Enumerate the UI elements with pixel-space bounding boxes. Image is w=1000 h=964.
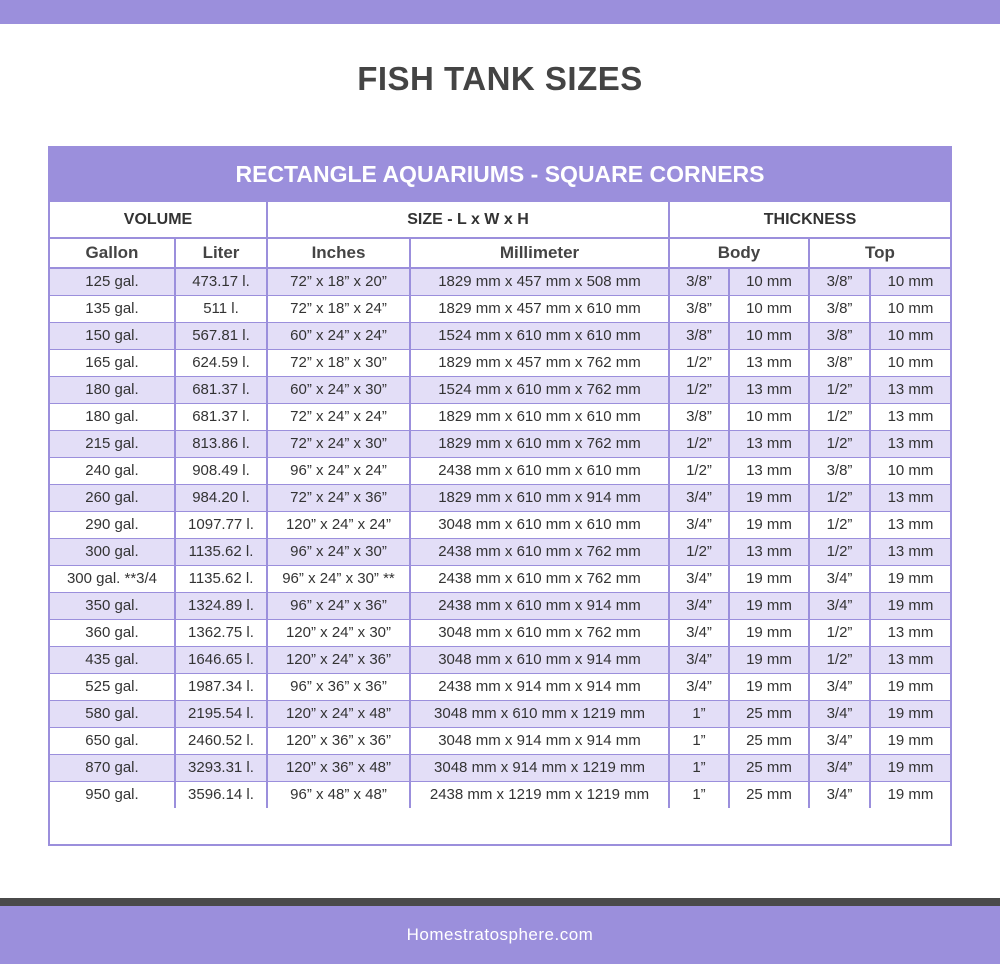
column-header-millimeter: Millimeter [410, 238, 669, 268]
table-row [50, 322, 950, 349]
liter-cell: 1362.75 l. [175, 619, 267, 646]
millimeter-cell: 3048 mm x 914 mm x 1219 mm [410, 754, 669, 781]
table-body [50, 268, 950, 808]
table-row [50, 376, 950, 403]
top-fraction-cell: 3/8” [809, 295, 870, 322]
table-row [50, 430, 950, 457]
millimeter-cell: 2438 mm x 914 mm x 914 mm [410, 673, 669, 700]
body-mm-cell: 13 mm [729, 457, 809, 484]
top-fraction-cell: 1/2” [809, 430, 870, 457]
group-header-volume: VOLUME [50, 201, 267, 238]
body-fraction-cell: 3/8” [669, 268, 729, 295]
gallon-cell: 290 gal. [50, 511, 175, 538]
inches-cell: 120” x 24” x 30” [267, 619, 410, 646]
top-mm-cell: 19 mm [870, 781, 950, 808]
gallon-cell: 180 gal. [50, 403, 175, 430]
body-mm-cell: 13 mm [729, 349, 809, 376]
top-mm-cell: 10 mm [870, 349, 950, 376]
liter-cell: 681.37 l. [175, 376, 267, 403]
liter-cell: 2460.52 l. [175, 727, 267, 754]
top-fraction-cell: 1/2” [809, 403, 870, 430]
table-row [50, 781, 950, 808]
aquarium-size-table [50, 148, 950, 808]
liter-cell: 2195.54 l. [175, 700, 267, 727]
column-header-top: Top [809, 238, 950, 268]
top-mm-cell: 13 mm [870, 430, 950, 457]
body-fraction-cell: 1/2” [669, 376, 729, 403]
body-fraction-cell: 1” [669, 781, 729, 808]
table-row [50, 268, 950, 295]
inches-cell: 120” x 24” x 48” [267, 700, 410, 727]
liter-cell: 813.86 l. [175, 430, 267, 457]
millimeter-cell: 3048 mm x 914 mm x 914 mm [410, 727, 669, 754]
top-mm-cell: 10 mm [870, 295, 950, 322]
table-row [50, 646, 950, 673]
gallon-cell: 240 gal. [50, 457, 175, 484]
millimeter-cell: 2438 mm x 610 mm x 762 mm [410, 538, 669, 565]
gallon-cell: 950 gal. [50, 781, 175, 808]
body-fraction-cell: 1” [669, 700, 729, 727]
table-row [50, 565, 950, 592]
inches-cell: 120” x 24” x 24” [267, 511, 410, 538]
millimeter-cell: 1829 mm x 610 mm x 610 mm [410, 403, 669, 430]
liter-cell: 681.37 l. [175, 403, 267, 430]
body-mm-cell: 25 mm [729, 754, 809, 781]
column-header-gallon: Gallon [50, 238, 175, 268]
table-row [50, 295, 950, 322]
gallon-cell: 125 gal. [50, 268, 175, 295]
body-mm-cell: 10 mm [729, 268, 809, 295]
inches-cell: 96” x 24” x 36” [267, 592, 410, 619]
inches-cell: 120” x 36” x 36” [267, 727, 410, 754]
inches-cell: 72” x 24” x 36” [267, 484, 410, 511]
body-mm-cell: 19 mm [729, 673, 809, 700]
table-row [50, 619, 950, 646]
top-fraction-cell: 3/4” [809, 592, 870, 619]
top-fraction-cell: 3/8” [809, 457, 870, 484]
liter-cell: 1324.89 l. [175, 592, 267, 619]
footer-stripe [0, 898, 1000, 906]
top-fraction-cell: 1/2” [809, 619, 870, 646]
body-mm-cell: 19 mm [729, 484, 809, 511]
liter-cell: 1987.34 l. [175, 673, 267, 700]
gallon-cell: 260 gal. [50, 484, 175, 511]
top-mm-cell: 13 mm [870, 538, 950, 565]
aquarium-size-table-container [48, 146, 952, 846]
table-row [50, 457, 950, 484]
inches-cell: 120” x 24” x 36” [267, 646, 410, 673]
gallon-cell: 870 gal. [50, 754, 175, 781]
liter-cell: 3596.14 l. [175, 781, 267, 808]
gallon-cell: 350 gal. [50, 592, 175, 619]
inches-cell: 60” x 24” x 24” [267, 322, 410, 349]
body-fraction-cell: 1” [669, 754, 729, 781]
inches-cell: 72” x 18” x 20” [267, 268, 410, 295]
table-banner: RECTANGLE AQUARIUMS - SQUARE CORNERS [50, 148, 950, 201]
liter-cell: 1097.77 l. [175, 511, 267, 538]
millimeter-cell: 3048 mm x 610 mm x 610 mm [410, 511, 669, 538]
footer-bar [0, 906, 1000, 964]
millimeter-cell: 2438 mm x 610 mm x 610 mm [410, 457, 669, 484]
liter-cell: 984.20 l. [175, 484, 267, 511]
table-row [50, 673, 950, 700]
column-header-liter: Liter [175, 238, 267, 268]
top-fraction-cell: 1/2” [809, 511, 870, 538]
top-mm-cell: 13 mm [870, 484, 950, 511]
table-row [50, 349, 950, 376]
top-fraction-cell: 3/8” [809, 322, 870, 349]
liter-cell: 624.59 l. [175, 349, 267, 376]
top-accent-bar [0, 0, 1000, 24]
inches-cell: 96” x 24” x 24” [267, 457, 410, 484]
millimeter-cell: 1829 mm x 610 mm x 762 mm [410, 430, 669, 457]
gallon-cell: 300 gal. **3/4 [50, 565, 175, 592]
millimeter-cell: 3048 mm x 610 mm x 914 mm [410, 646, 669, 673]
top-fraction-cell: 3/4” [809, 781, 870, 808]
gallon-cell: 300 gal. [50, 538, 175, 565]
body-fraction-cell: 1/2” [669, 457, 729, 484]
gallon-cell: 360 gal. [50, 619, 175, 646]
body-fraction-cell: 3/4” [669, 673, 729, 700]
millimeter-cell: 1829 mm x 610 mm x 914 mm [410, 484, 669, 511]
top-mm-cell: 13 mm [870, 646, 950, 673]
top-mm-cell: 10 mm [870, 268, 950, 295]
body-mm-cell: 10 mm [729, 322, 809, 349]
millimeter-cell: 2438 mm x 610 mm x 914 mm [410, 592, 669, 619]
top-mm-cell: 13 mm [870, 619, 950, 646]
body-fraction-cell: 3/4” [669, 565, 729, 592]
body-mm-cell: 19 mm [729, 592, 809, 619]
gallon-cell: 180 gal. [50, 376, 175, 403]
body-fraction-cell: 3/8” [669, 403, 729, 430]
body-mm-cell: 19 mm [729, 619, 809, 646]
table-row [50, 727, 950, 754]
body-fraction-cell: 1/2” [669, 430, 729, 457]
top-mm-cell: 13 mm [870, 403, 950, 430]
inches-cell: 96” x 36” x 36” [267, 673, 410, 700]
page-title: FISH TANK SIZES [357, 60, 643, 97]
body-mm-cell: 19 mm [729, 646, 809, 673]
liter-cell: 3293.31 l. [175, 754, 267, 781]
body-fraction-cell: 3/8” [669, 295, 729, 322]
inches-cell: 96” x 24” x 30” ** [267, 565, 410, 592]
table-row [50, 700, 950, 727]
body-mm-cell: 13 mm [729, 376, 809, 403]
body-mm-cell: 25 mm [729, 700, 809, 727]
liter-cell: 1646.65 l. [175, 646, 267, 673]
table-row [50, 592, 950, 619]
liter-cell: 908.49 l. [175, 457, 267, 484]
body-fraction-cell: 3/4” [669, 592, 729, 619]
liter-cell: 1135.62 l. [175, 538, 267, 565]
millimeter-cell: 2438 mm x 1219 mm x 1219 mm [410, 781, 669, 808]
table-row [50, 754, 950, 781]
body-mm-cell: 25 mm [729, 727, 809, 754]
inches-cell: 72” x 24” x 30” [267, 430, 410, 457]
top-mm-cell: 19 mm [870, 754, 950, 781]
group-header-thickness: THICKNESS [669, 201, 950, 238]
top-mm-cell: 19 mm [870, 700, 950, 727]
millimeter-cell: 1829 mm x 457 mm x 762 mm [410, 349, 669, 376]
top-fraction-cell: 3/8” [809, 268, 870, 295]
table-row [50, 511, 950, 538]
liter-cell: 1135.62 l. [175, 565, 267, 592]
body-fraction-cell: 3/4” [669, 484, 729, 511]
top-fraction-cell: 3/8” [809, 349, 870, 376]
top-fraction-cell: 3/4” [809, 727, 870, 754]
top-mm-cell: 19 mm [870, 565, 950, 592]
millimeter-cell: 3048 mm x 610 mm x 762 mm [410, 619, 669, 646]
inches-cell: 120” x 36” x 48” [267, 754, 410, 781]
inches-cell: 96” x 48” x 48” [267, 781, 410, 808]
top-fraction-cell: 1/2” [809, 538, 870, 565]
table-row [50, 538, 950, 565]
millimeter-cell: 2438 mm x 610 mm x 762 mm [410, 565, 669, 592]
millimeter-cell: 3048 mm x 610 mm x 1219 mm [410, 700, 669, 727]
inches-cell: 60” x 24” x 30” [267, 376, 410, 403]
body-fraction-cell: 3/4” [669, 619, 729, 646]
table-row [50, 403, 950, 430]
inches-cell: 72” x 24” x 24” [267, 403, 410, 430]
gallon-cell: 165 gal. [50, 349, 175, 376]
body-fraction-cell: 1” [669, 727, 729, 754]
gallon-cell: 525 gal. [50, 673, 175, 700]
top-fraction-cell: 3/4” [809, 754, 870, 781]
gallon-cell: 435 gal. [50, 646, 175, 673]
millimeter-cell: 1524 mm x 610 mm x 610 mm [410, 322, 669, 349]
body-mm-cell: 10 mm [729, 295, 809, 322]
millimeter-cell: 1829 mm x 457 mm x 610 mm [410, 295, 669, 322]
top-mm-cell: 10 mm [870, 457, 950, 484]
top-mm-cell: 19 mm [870, 592, 950, 619]
footer-site-text: Homestratosphere.com [406, 925, 594, 944]
inches-cell: 96” x 24” x 30” [267, 538, 410, 565]
liter-cell: 567.81 l. [175, 322, 267, 349]
millimeter-cell: 1524 mm x 610 mm x 762 mm [410, 376, 669, 403]
liter-cell: 511 l. [175, 295, 267, 322]
top-mm-cell: 13 mm [870, 376, 950, 403]
top-fraction-cell: 3/4” [809, 673, 870, 700]
table-row [50, 484, 950, 511]
liter-cell: 473.17 l. [175, 268, 267, 295]
body-mm-cell: 19 mm [729, 565, 809, 592]
body-fraction-cell: 1/2” [669, 538, 729, 565]
gallon-cell: 215 gal. [50, 430, 175, 457]
top-mm-cell: 19 mm [870, 727, 950, 754]
body-mm-cell: 19 mm [729, 511, 809, 538]
gallon-cell: 580 gal. [50, 700, 175, 727]
top-mm-cell: 19 mm [870, 673, 950, 700]
gallon-cell: 650 gal. [50, 727, 175, 754]
top-fraction-cell: 1/2” [809, 646, 870, 673]
top-fraction-cell: 1/2” [809, 484, 870, 511]
top-fraction-cell: 3/4” [809, 565, 870, 592]
body-mm-cell: 13 mm [729, 430, 809, 457]
top-mm-cell: 10 mm [870, 322, 950, 349]
body-mm-cell: 25 mm [729, 781, 809, 808]
body-fraction-cell: 3/8” [669, 322, 729, 349]
group-header-size: SIZE - L x W x H [267, 201, 669, 238]
body-fraction-cell: 3/4” [669, 646, 729, 673]
gallon-cell: 150 gal. [50, 322, 175, 349]
top-mm-cell: 13 mm [870, 511, 950, 538]
top-fraction-cell: 1/2” [809, 376, 870, 403]
millimeter-cell: 1829 mm x 457 mm x 508 mm [410, 268, 669, 295]
inches-cell: 72” x 18” x 30” [267, 349, 410, 376]
column-header-body: Body [669, 238, 809, 268]
body-mm-cell: 10 mm [729, 403, 809, 430]
gallon-cell: 135 gal. [50, 295, 175, 322]
top-fraction-cell: 3/4” [809, 700, 870, 727]
inches-cell: 72” x 18” x 24” [267, 295, 410, 322]
body-mm-cell: 13 mm [729, 538, 809, 565]
column-header-inches: Inches [267, 238, 410, 268]
body-fraction-cell: 1/2” [669, 349, 729, 376]
body-fraction-cell: 3/4” [669, 511, 729, 538]
